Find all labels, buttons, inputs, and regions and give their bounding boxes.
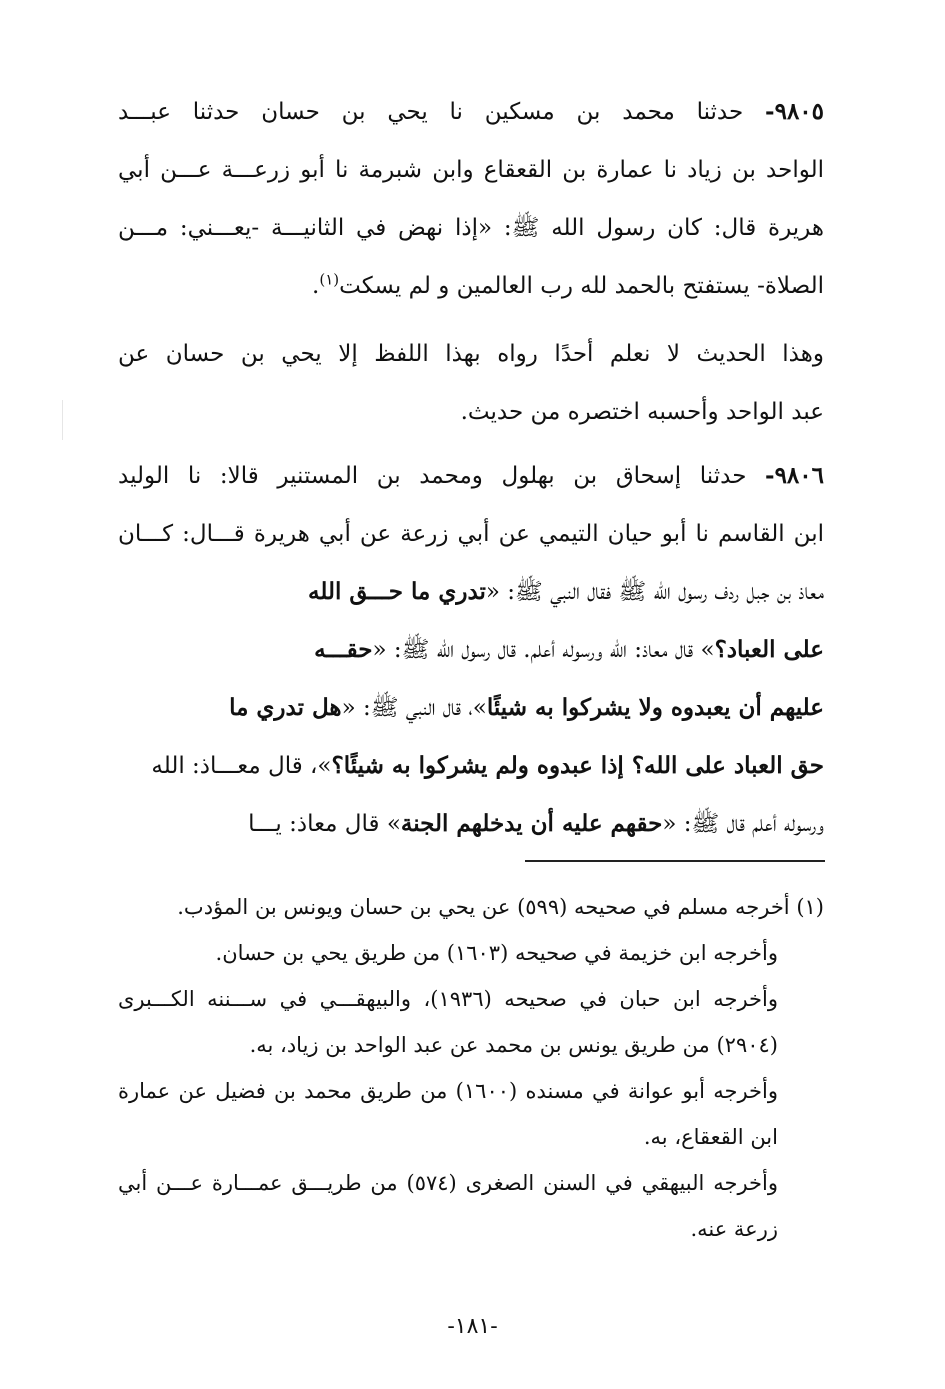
footnote-line-3: وأخرجه ابن حبان في صحيحه (١٩٣٦)، والبيهقـــي في ســـننه الكـــبرى	[118, 987, 778, 1011]
bold-text: حق العباد على الله؟ إذا عبدوه ولم يشركوا به شيئًا؟	[331, 752, 824, 779]
plain-text: »، قال النبي ﷺ: «	[341, 695, 487, 721]
hadith-9805-line-2: الواحد بن زياد نا عمارة بن القعقاع وابن شبرمة نا أبو زرعـــة عـــن أبي	[118, 157, 824, 183]
bold-text: حقـــه	[314, 636, 373, 663]
hadith-text: الصلاة- يستفتح بالحمد لله رب العالمين و لم يسكت	[339, 273, 824, 299]
hadith-9806-line-5	[118, 680, 824, 736]
bold-text: تدري ما حـــق الله	[308, 578, 486, 605]
footnote-line-4: (٢٩٠٤) من طريق يونس بن محمد عن عبد الواحد بن زياد، به.	[249, 1033, 778, 1057]
plain-text: »، قال معـــاذ: الله	[151, 753, 332, 779]
footnote-line-6: ابن القعقاع، به.	[643, 1125, 778, 1149]
gutter-mark	[62, 400, 63, 440]
hadith-9805-line-1	[118, 84, 824, 140]
hadith-9806-line-6	[118, 738, 824, 794]
hadith-9806-line-2: ابن القاسم نا أبو حيان التيمي عن أبي زرعة عن أبي هريرة قـــال: كـــان	[118, 521, 824, 547]
bold-text: على العباد؟	[714, 636, 824, 663]
plain-text: » قال معاذ: الله ورسوله أعلم. قال رسول الله ﷺ: «	[372, 637, 715, 663]
hadith-number: ٩٨٠٦-	[765, 462, 824, 489]
commentary-line-1: وهذا الحديث لا نعلم أحدًا رواه بهذا اللفظ إلا يحي بن حسان عن	[118, 341, 824, 367]
hadith-text: حدثنا إسحاق بن بهلول ومحمد بن المستنير قالا: نا الوليد	[118, 463, 747, 489]
hadith-9805-line-3: هريرة قال: كان رسول الله ﷺ: «إذا نهض في الثانيـــة -يعـــني: مـــن	[118, 215, 824, 241]
hadith-text: حدثنا محمد بن مسكين نا يحي بن حسان حدثنا عبـــد	[118, 99, 744, 125]
bold-text: هل تدري ما	[229, 694, 342, 721]
footnote-line-1: (١) أخرجه مسلم في صحيحه (٥٩٩) عن يحي بن حسان ويونس بن المؤدب.	[177, 895, 824, 919]
footnote-line-8: زرعة عنه.	[690, 1217, 778, 1241]
bold-text: عليهم أن يعبدوه ولا يشركوا به شيئًا	[486, 694, 824, 721]
plain-text: ورسوله أعلم قال ﷺ: «	[662, 811, 824, 837]
footnote-marker: (١)	[319, 270, 340, 289]
plain-text: » قال معاذ: يـــا	[248, 811, 401, 837]
footnote-line-5: وأخرجه أبو عوانة في مسنده (١٦٠٠) من طريق محمد بن فضيل عن عمارة	[118, 1079, 778, 1103]
plain-text: معاذ بن جبل ردف رسول الله ﷺ فقال النبي ﷺ: «	[485, 579, 824, 605]
hadith-number: ٩٨٠٥-	[765, 98, 824, 125]
footnote-line-7: وأخرجه البيهقي في السنن الصغرى (٥٧٤) من طريـــق عمـــارة عـــن أبي	[118, 1171, 778, 1195]
hadith-9806-line-3	[118, 564, 824, 620]
hadith-9805-line-4	[118, 258, 824, 314]
bold-text: حقهم عليه أن يدخلهم الجنة	[400, 810, 663, 837]
footnote-line-2: وأخرجه ابن خزيمة في صحيحه (١٦٠٣) من طريق يحي بن حسان.	[215, 941, 778, 965]
hadith-9806-line-4	[118, 622, 824, 678]
sentence-end: .	[312, 273, 320, 299]
commentary-line-2: عبد الواحد وأحسبه اختصره من حديث.	[460, 399, 824, 425]
hadith-9806-line-7	[118, 796, 824, 852]
footnote-divider	[525, 860, 825, 862]
page-number: -١٨١-	[447, 1314, 498, 1339]
hadith-9806-line-1	[118, 448, 824, 504]
